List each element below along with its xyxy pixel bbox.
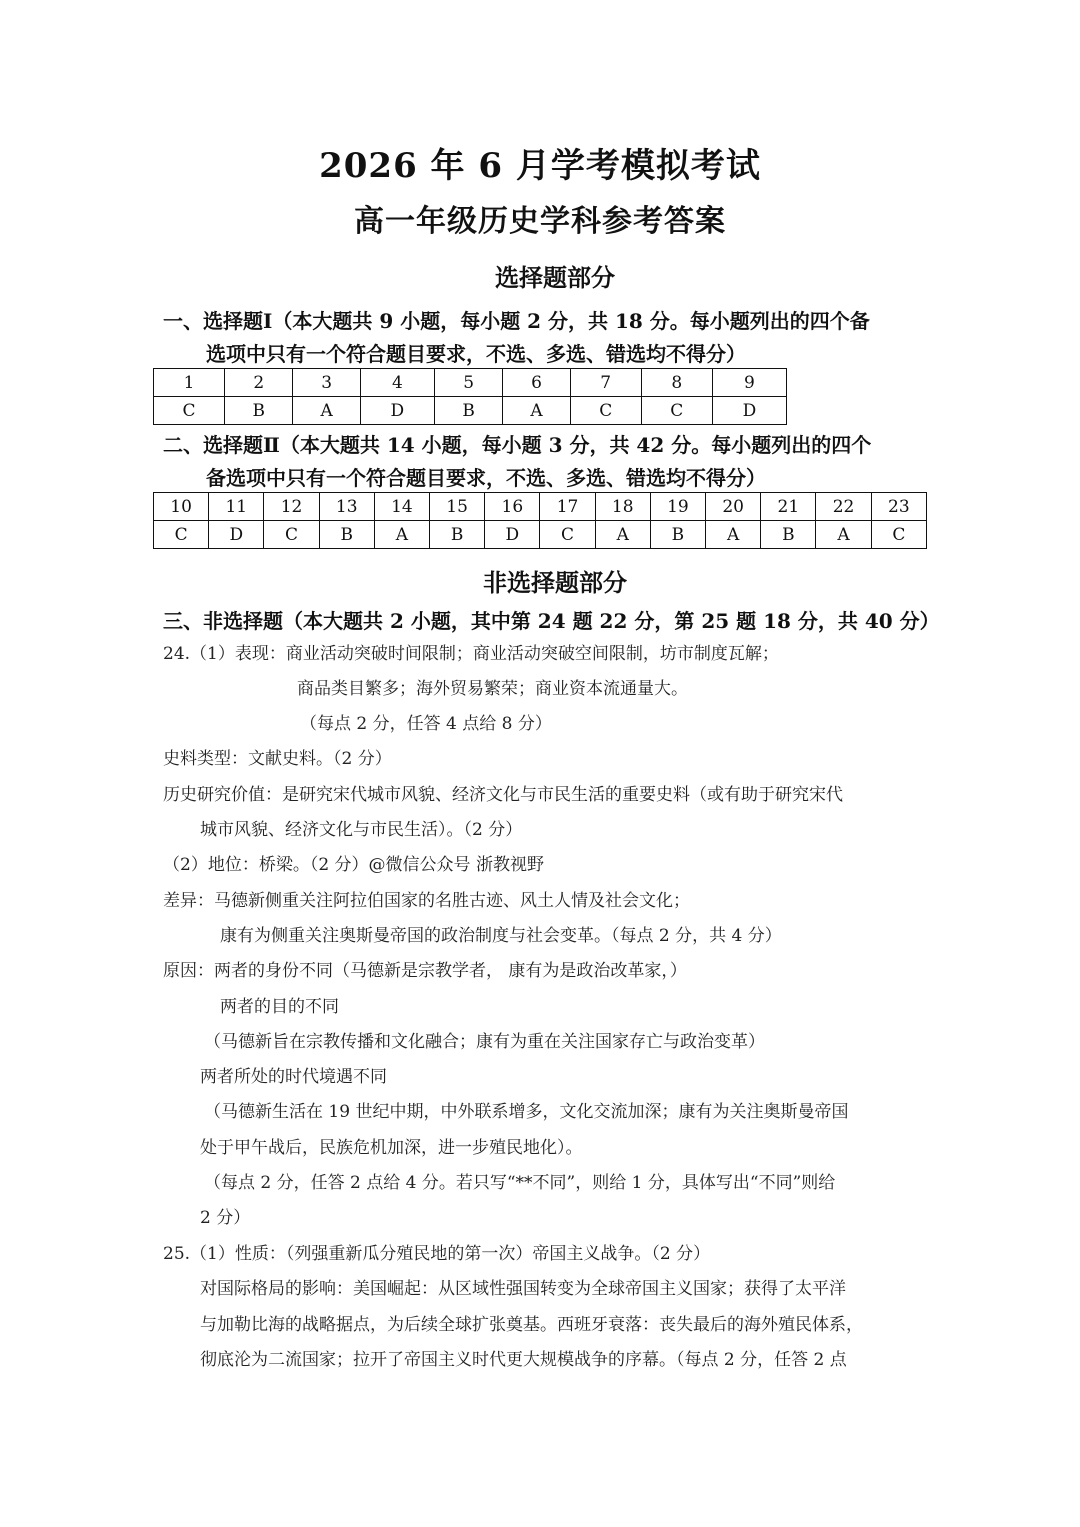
table-cell: C — [154, 397, 225, 425]
table-cell: 23 — [871, 493, 926, 521]
question-2-heading-line1: 二、选择题Ⅱ（本大题共 14 小题，每小题 3 分，共 42 分。每小题列出的四个 — [163, 433, 872, 457]
table-cell: 22 — [816, 493, 871, 521]
table-cell: D — [712, 397, 786, 425]
answer-line: 24.（1）表现：商业活动突破时间限制；商业活动突破空间限制，坊市制度瓦解； — [163, 644, 779, 664]
section-non-choice-title: 非选择题部分 — [483, 568, 627, 597]
table-cell: 1 — [154, 369, 225, 397]
table-cell: 18 — [595, 493, 650, 521]
table-cell: 17 — [540, 493, 595, 521]
question-2-heading — [163, 429, 923, 495]
table-cell: D — [209, 521, 264, 549]
section-multiple-choice-title: 选择题部分 — [495, 263, 615, 292]
table-cell: 10 — [154, 493, 209, 521]
answer-line: 两者的目的不同 — [220, 997, 339, 1017]
table-cell: C — [540, 521, 595, 549]
table-cell: 8 — [641, 369, 712, 397]
table-cell: C — [154, 521, 209, 549]
answer-line: （2）地位：桥梁。（2 分）@微信公众号 浙教视野 — [163, 855, 544, 875]
answer-line: 对国际格局的影响：美国崛起：从区域性强国转变为全球帝国主义国家；获得了太平洋 — [200, 1279, 846, 1299]
table-row-numbers — [154, 493, 927, 521]
answer-line: 康有为侧重关注奥斯曼帝国的政治制度与社会变革。（每点 2 分，共 4 分） — [220, 926, 782, 946]
table-cell: B — [225, 397, 293, 425]
table-cell: A — [293, 397, 360, 425]
answer-line: 商品类目繁多；海外贸易繁荣；商业资本流通量大。 — [297, 679, 688, 699]
question-1-heading-line1: 一、选择题Ⅰ（本大题共 9 小题，每小题 2 分，共 18 分。每小题列出的四个备 — [163, 309, 870, 333]
table-cell: B — [434, 397, 502, 425]
table-cell: 16 — [485, 493, 540, 521]
table-cell: 21 — [761, 493, 816, 521]
table-cell: 9 — [712, 369, 786, 397]
answer-line: 25.（1）性质：（列强重新瓜分殖民地的第一次）帝国主义战争。（2 分） — [163, 1244, 711, 1264]
answer-line: 城市风貌、经济文化与市民生活）。（2 分） — [200, 820, 523, 840]
exam-title: 2026 年 6 月学考模拟考试 — [319, 146, 761, 186]
table-cell: B — [430, 521, 485, 549]
table-cell: A — [374, 521, 429, 549]
table-cell: 19 — [650, 493, 705, 521]
table-cell: 20 — [706, 493, 761, 521]
question-3-heading: 三、非选择题（本大题共 2 小题，其中第 24 题 22 分，第 25 题 18 分，共 40 分） — [163, 609, 940, 633]
table-cell: C — [570, 397, 641, 425]
answer-line: 差异：马德新侧重关注阿拉伯国家的名胜古迹、风土人情及社会文化； — [163, 891, 690, 911]
table-cell: 12 — [264, 493, 319, 521]
answer-line: （马德新旨在宗教传播和文化融合；康有为重在关注国家存亡与政治变革） — [204, 1032, 765, 1052]
table-cell: D — [485, 521, 540, 549]
table-cell: A — [595, 521, 650, 549]
question-1-heading-line2: 选项中只有一个符合题目要求，不选、多选、错选均不得分） — [206, 342, 746, 366]
answer-line: 原因：两者的身份不同（马德新是宗教学者， 康有为是政治改革家，） — [163, 961, 687, 981]
table-cell: A — [816, 521, 871, 549]
table-cell: B — [761, 521, 816, 549]
table-row-answers — [154, 397, 787, 425]
answer-table-1 — [153, 368, 787, 425]
table-cell: A — [706, 521, 761, 549]
table-cell: B — [319, 521, 374, 549]
answer-line: 与加勒比海的战略据点，为后续全球扩张奠基。西班牙衰落：丧失最后的海外殖民体系， — [200, 1315, 863, 1335]
table-cell: 2 — [225, 369, 293, 397]
answer-line: 处于甲午战后，民族危机加深，进一步殖民地化）。 — [200, 1138, 583, 1158]
question-1-heading — [163, 305, 923, 371]
exam-subtitle: 高一年级历史学科参考答案 — [354, 204, 726, 239]
answer-line: 史料类型：文献史料。（2 分） — [163, 749, 392, 769]
table-cell: 14 — [374, 493, 429, 521]
question-2-heading-line2: 备选项中只有一个符合题目要求，不选、多选、错选均不得分） — [206, 466, 766, 490]
table-cell: 6 — [503, 369, 570, 397]
table-cell: C — [264, 521, 319, 549]
answer-line: 两者所处的时代境遇不同 — [200, 1067, 387, 1087]
answer-table-2 — [153, 492, 927, 549]
table-cell: 15 — [430, 493, 485, 521]
table-cell: C — [871, 521, 926, 549]
table-row-answers — [154, 521, 927, 549]
answer-line: （每点 2 分，任答 2 点给 4 分。若只写“**不同”，则给 1 分，具体写出“不同”则给 — [204, 1173, 836, 1193]
table-cell: 13 — [319, 493, 374, 521]
table-cell: 7 — [570, 369, 641, 397]
table-cell: A — [503, 397, 570, 425]
table-cell: B — [650, 521, 705, 549]
answer-line: （马德新生活在 19 世纪中期，中外联系增多，文化交流加深；康有为关注奥斯曼帝国 — [204, 1102, 849, 1122]
answer-line: 历史研究价值：是研究宋代城市风貌、经济文化与市民生活的重要史料（或有助于研究宋代 — [163, 785, 843, 805]
answer-line: 彻底沦为二流国家；拉开了帝国主义时代更大规模战争的序幕。（每点 2 分，任答 2 点 — [200, 1350, 847, 1370]
table-cell: 4 — [360, 369, 434, 397]
table-cell: D — [360, 397, 434, 425]
table-cell: 11 — [209, 493, 264, 521]
table-cell: C — [641, 397, 712, 425]
answer-line: 2 分） — [200, 1208, 251, 1228]
table-row-numbers — [154, 369, 787, 397]
answer-line: （每点 2 分，任答 4 点给 8 分） — [300, 714, 552, 734]
table-cell: 3 — [293, 369, 360, 397]
table-cell: 5 — [434, 369, 502, 397]
